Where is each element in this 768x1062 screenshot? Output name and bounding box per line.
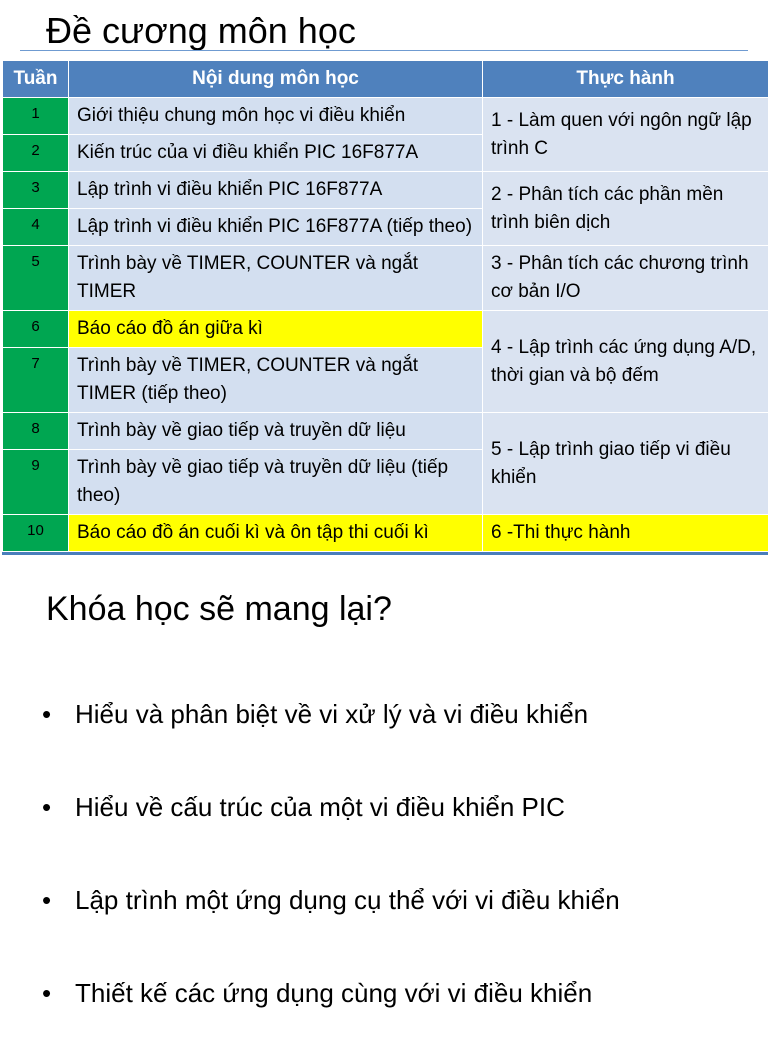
week-content: Báo cáo đồ án giữa kì [69, 311, 483, 348]
practice-item: 4 - Lập trình các ứng dụng A/D, thời gian và bộ đếm [483, 311, 768, 413]
week-content: Lập trình vi điều khiển PIC 16F877A (tiếp theo) [69, 209, 483, 246]
week-content: Lập trình vi điều khiển PIC 16F877A [69, 172, 483, 209]
week-number: 7 [3, 348, 69, 413]
table-row [3, 172, 768, 209]
week-number: 9 [3, 450, 69, 515]
week-number: 2 [3, 135, 69, 172]
bullet-icon: • [42, 690, 51, 738]
table-row-highlighted [3, 311, 768, 348]
list-item [40, 876, 760, 969]
bullet-icon: • [42, 783, 51, 831]
list-item-text: Hiểu về cấu trúc của một vi điều khiển PIC [75, 792, 565, 822]
practice-item: 3 - Phân tích các chương trình cơ bản I/O [483, 246, 768, 311]
week-number: 3 [3, 172, 69, 209]
table-row-highlighted [3, 515, 768, 552]
week-content: Kiến trúc của vi điều khiển PIC 16F877A [69, 135, 483, 172]
practice-item: 1 - Làm quen với ngôn ngữ lập trình C [483, 98, 768, 172]
week-number: 10 [3, 515, 69, 552]
list-item-text: Thiết kế các ứng dụng cùng với vi điều khiển [75, 978, 592, 1008]
table-header-row [3, 61, 768, 98]
week-number: 5 [3, 246, 69, 311]
week-content: Báo cáo đồ án cuối kì và ôn tập thi cuối kì [69, 515, 483, 552]
bullet-icon: • [42, 876, 51, 924]
page-title: Đề cương môn học [46, 8, 356, 54]
table-row [3, 98, 768, 135]
syllabus-table-wrapper [2, 60, 768, 555]
list-item [40, 783, 760, 876]
bullet-icon: • [42, 969, 51, 1017]
week-content: Giới thiệu chung môn học vi điều khiển [69, 98, 483, 135]
week-content: Trình bày về giao tiếp và truyền dữ liệu [69, 413, 483, 450]
week-content: Trình bày về TIMER, COUNTER và ngắt TIMER (tiếp theo) [69, 348, 483, 413]
week-number: 1 [3, 98, 69, 135]
week-number: 4 [3, 209, 69, 246]
practice-item: 2 - Phân tích các phần mền trình biên dịch [483, 172, 768, 246]
list-item-text: Lập trình một ứng dụng cụ thể với vi điều khiển [75, 885, 620, 915]
section-title: Khóa học sẽ mang lại? [46, 588, 392, 630]
week-number: 6 [3, 311, 69, 348]
benefits-list [40, 690, 760, 1062]
header-content: Nội dung môn học [69, 61, 483, 98]
title-underline [20, 50, 748, 51]
practice-item: 6 -Thi thực hành [483, 515, 768, 552]
practice-item: 5 - Lập trình giao tiếp vi điều khiển [483, 413, 768, 515]
list-item-text: Hiểu và phân biệt về vi xử lý và vi điều khiển [75, 699, 588, 729]
syllabus-table [2, 60, 768, 552]
table-row [3, 246, 768, 311]
header-practice: Thực hành [483, 61, 768, 98]
week-content: Trình bày về giao tiếp và truyền dữ liệu (tiếp theo) [69, 450, 483, 515]
header-week: Tuần [3, 61, 69, 98]
list-item [40, 969, 760, 1062]
table-row [3, 413, 768, 450]
week-number: 8 [3, 413, 69, 450]
list-item [40, 690, 760, 783]
week-content: Trình bày về TIMER, COUNTER và ngắt TIMER [69, 246, 483, 311]
